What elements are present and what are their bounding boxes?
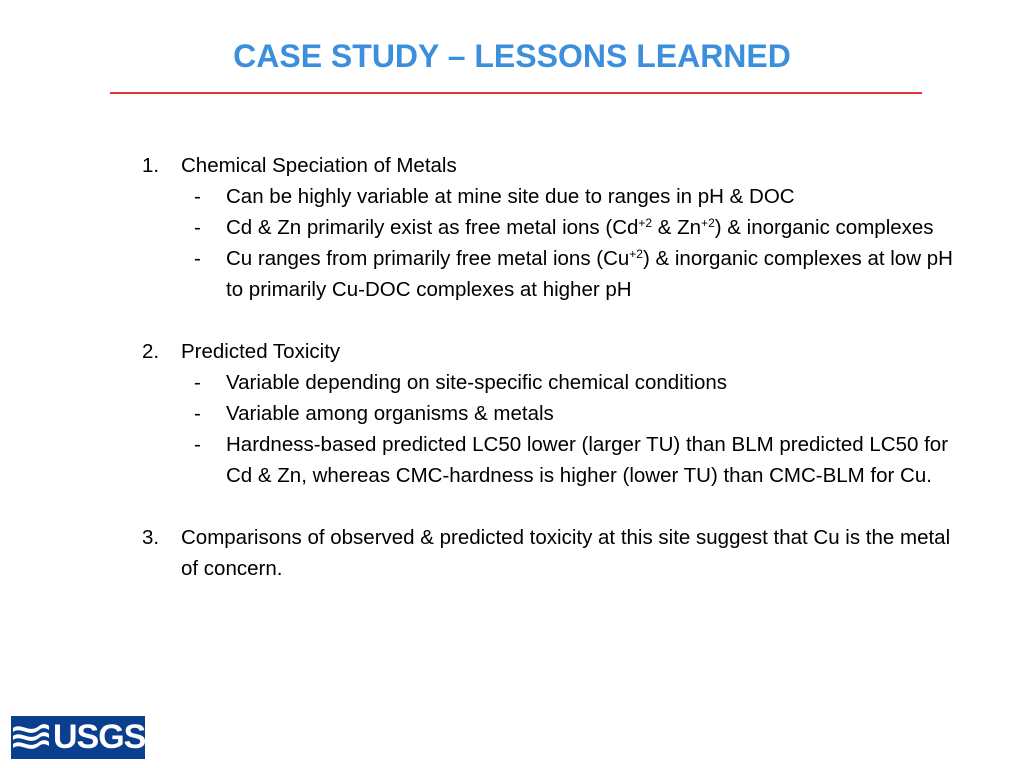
sub-item-text: Variable among organisms & metals [226, 402, 554, 425]
sub-item [194, 212, 962, 243]
bullet-dash: - [194, 185, 201, 208]
item-number: 1. [142, 154, 160, 177]
sub-item-text: Hardness-based predicted LC50 lower (larger TU) than BLM predicted LC50 for Cd & Zn, whereas CMC-hardness is higher (lower TU) than CMC-BLM for Cu. [226, 433, 949, 487]
item-number: 2. [142, 340, 160, 363]
list-item [142, 150, 962, 181]
bullet-dash: - [194, 216, 201, 239]
bullet-dash: - [194, 371, 201, 394]
usgs-wave-icon [11, 716, 51, 759]
sub-item-text: Cu ranges from primarily free metal ions $(Cu^{+2})$ & inorganic complexes at low pH to primarily Cu-DOC complexes at higher pH [226, 247, 953, 301]
slide-title: CASE STUDY – LESSONS LEARNED [233, 38, 791, 74]
title-underline [110, 92, 922, 94]
sub-item [194, 429, 962, 491]
lessons-list [142, 150, 962, 584]
sub-item [194, 367, 962, 398]
item-heading: Comparisons of observed & predicted toxicity at this site suggest that Cu is the metal of concern. [181, 526, 951, 580]
item-heading: Chemical Speciation of Metals [181, 154, 457, 177]
sub-item-text: Variable depending on site-specific chemical conditions [226, 371, 728, 394]
bullet-dash: - [194, 433, 201, 456]
bullet-dash: - [194, 402, 201, 425]
item-heading: Predicted Toxicity [181, 340, 341, 363]
sub-item [194, 181, 962, 212]
bullet-dash: - [194, 247, 201, 270]
sub-item [194, 243, 962, 305]
usgs-logo [11, 716, 145, 759]
sub-item-text: Can be highly variable at mine site due to ranges in pH & DOC [226, 185, 795, 208]
list-item [142, 522, 962, 584]
sub-item [194, 398, 962, 429]
item-number: 3. [142, 526, 160, 549]
list-item [142, 336, 962, 367]
sub-item-text: Cd & Zn primarily exist as free metal ions ($Cd^{+2}$ & $Zn^{+2}$) & inorganic complexes [226, 216, 934, 239]
usgs-logo-text: USGS [53, 718, 146, 756]
